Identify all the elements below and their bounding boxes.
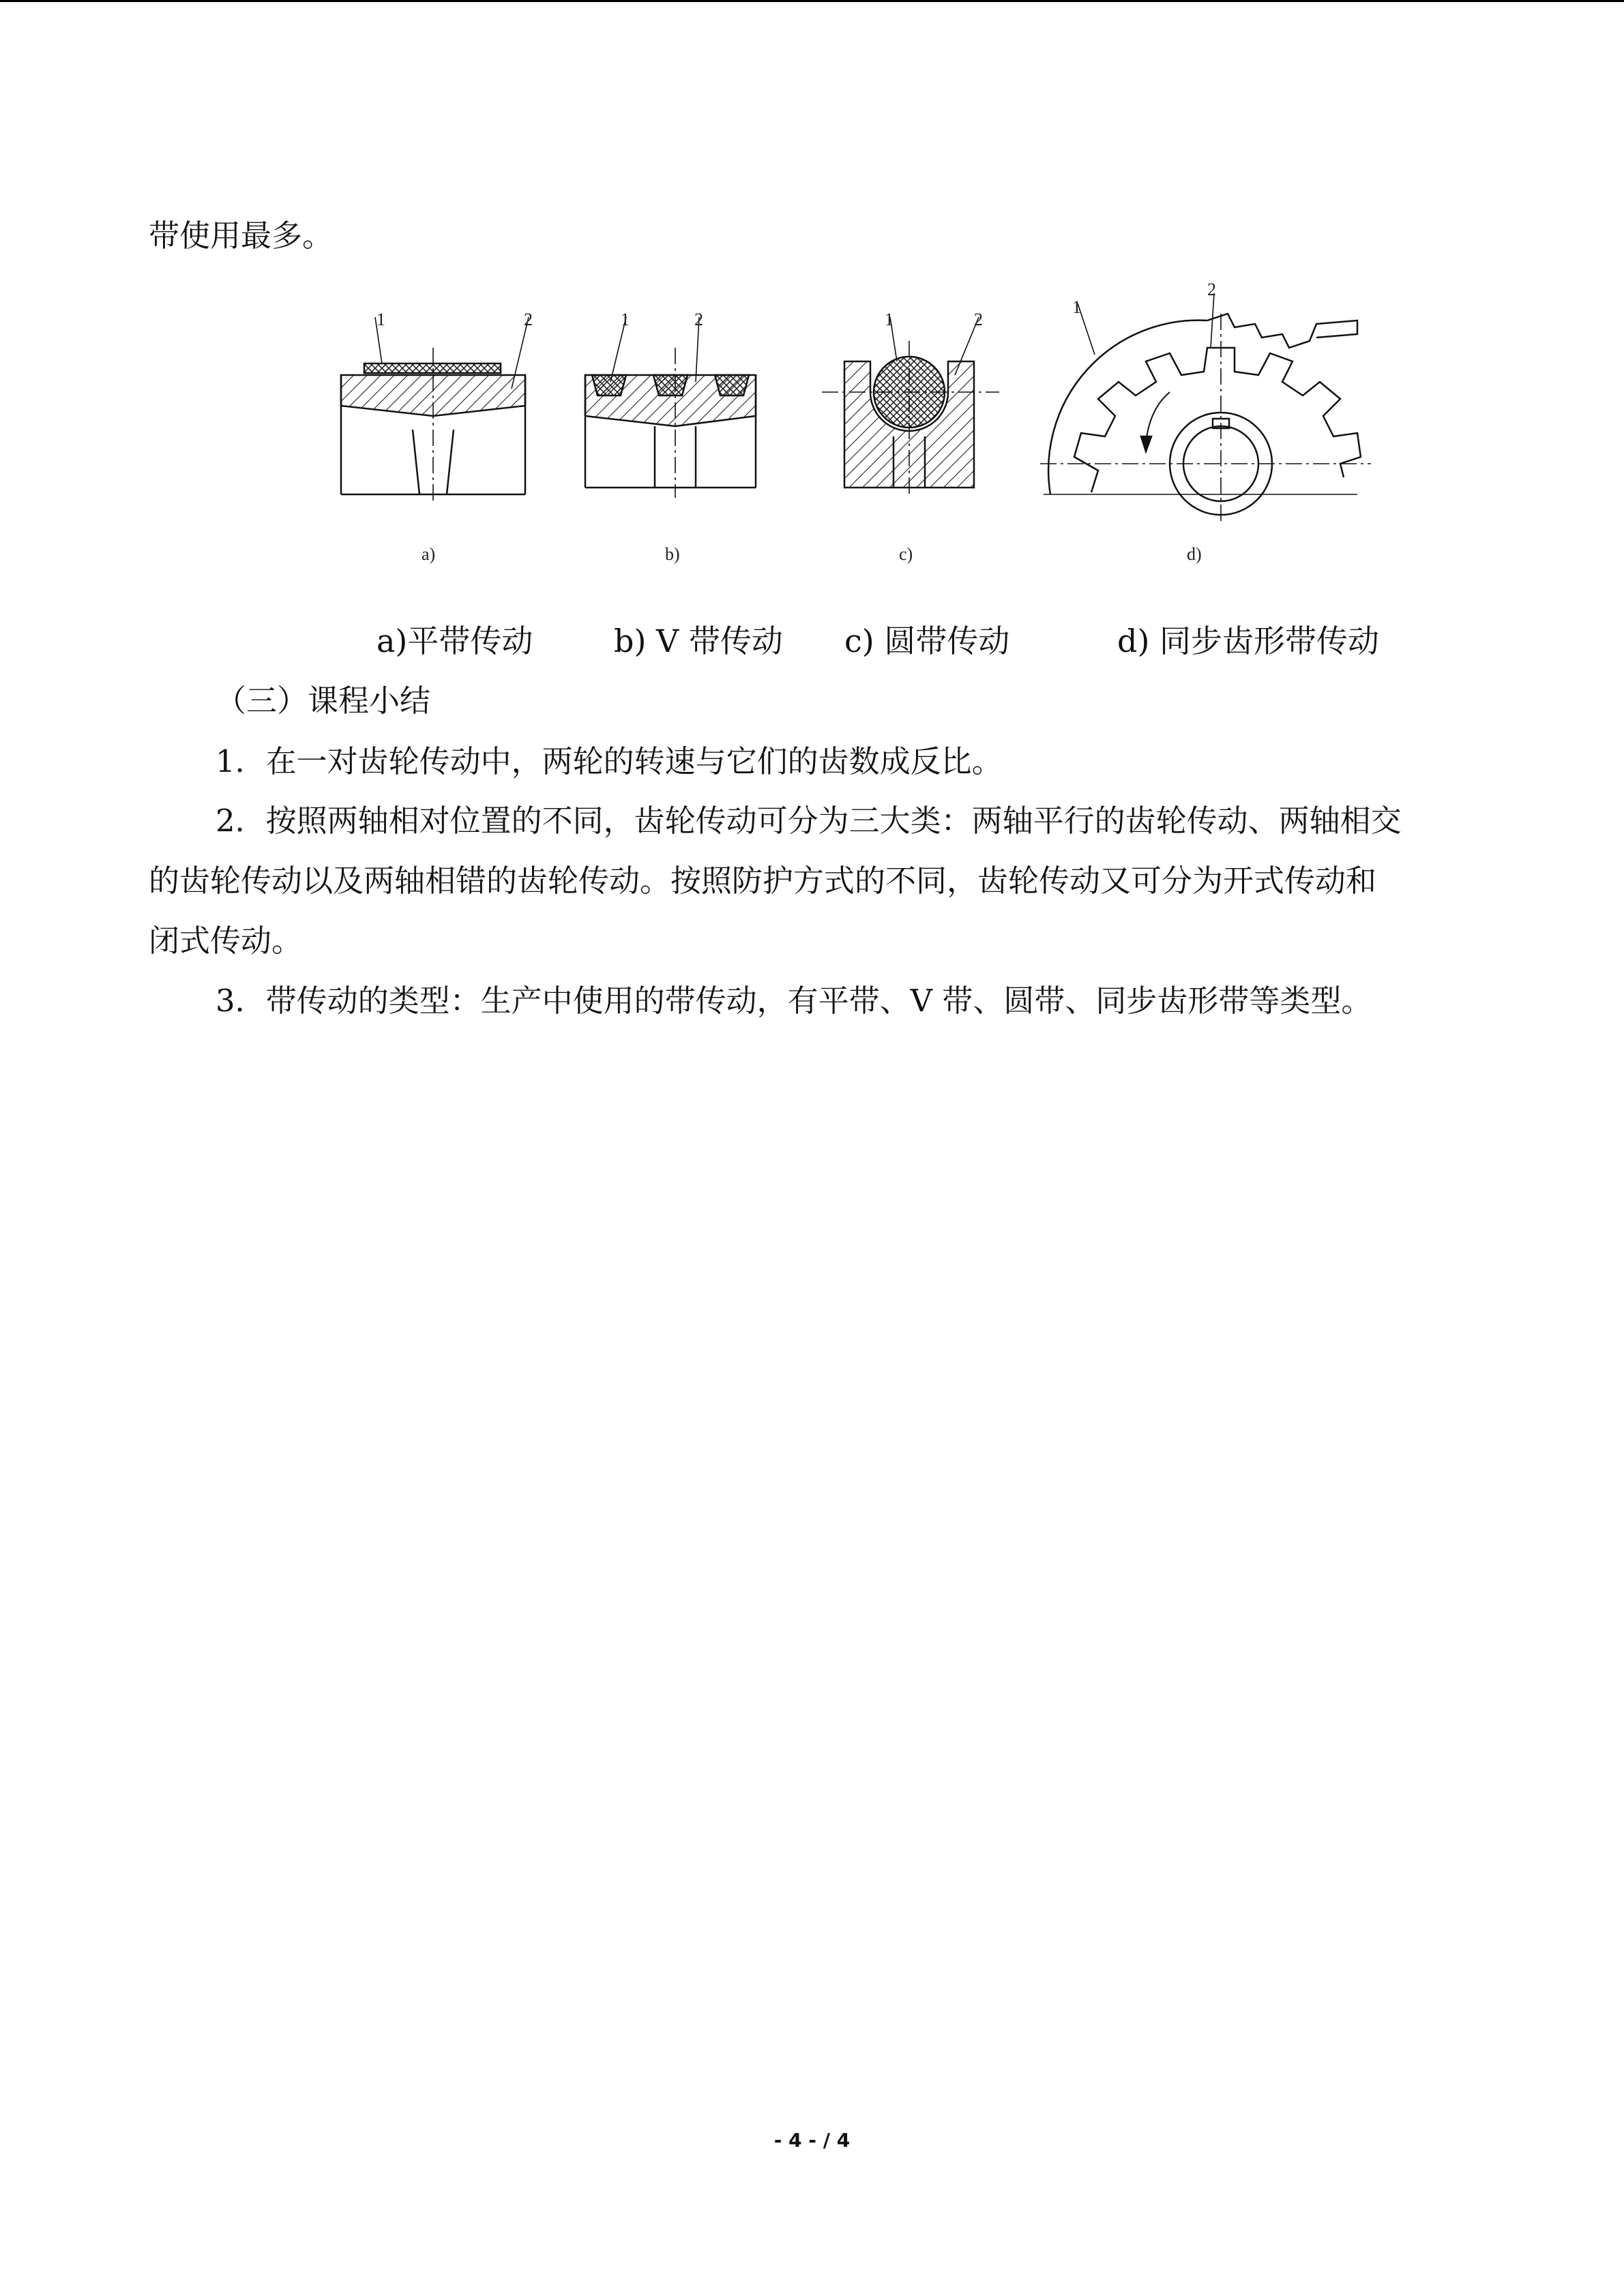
- caption-v-belt: b) V 带传动: [614, 623, 783, 659]
- belt-types-figure: [321, 273, 1385, 586]
- continuation-text: 带使用最多。: [149, 218, 334, 254]
- summary-item-2-line-3: 闭式传动。: [149, 923, 303, 959]
- belt-drawing: [321, 273, 1385, 586]
- caption-round-belt: c) 圆带传动: [844, 623, 1010, 659]
- part-number: 2: [694, 310, 703, 329]
- part-number: 1: [885, 310, 894, 329]
- summary-item-3: 3．带传动的类型：生产中使用的带传动，有平带、V 带、圆带、同步齿形带等类型。: [216, 983, 1372, 1019]
- flat-belt-pulley: [341, 317, 529, 505]
- page-number: - 4 - / 4: [773, 2129, 851, 2151]
- top-border: [0, 0, 1624, 2]
- caption-timing-belt: d) 同步齿形带传动: [1117, 623, 1380, 659]
- v-belt-pulley: [585, 317, 756, 498]
- panel-label-c: c): [899, 544, 913, 564]
- panel-label-a: a): [422, 544, 436, 564]
- part-number: 1: [621, 310, 630, 329]
- caption-flat-belt: a)平带传动: [377, 623, 533, 659]
- part-number: 1: [1072, 297, 1081, 317]
- round-belt-pulley: [822, 317, 999, 498]
- panel-label-d: d): [1187, 544, 1202, 564]
- part-number: 2: [974, 310, 983, 329]
- panel-label-b: b): [665, 544, 680, 564]
- section-heading: （三）课程小结: [216, 683, 431, 719]
- part-number: 2: [1207, 280, 1216, 299]
- summary-item-2-line-2: 的齿轮传动以及两轴相错的齿轮传动。按照防护方式的不同，齿轮传动又可分为开式传动和: [149, 863, 1377, 899]
- summary-item-2-line-1: 2．按照两轴相对位置的不同，齿轮传动可分为三大类：两轴平行的齿轮传动、两轴相交: [216, 803, 1402, 839]
- timing-belt-pulley: [1040, 293, 1371, 525]
- part-number: 2: [524, 310, 533, 329]
- part-number: 1: [377, 310, 385, 329]
- summary-item-1: 1．在一对齿轮传动中，两轮的转速与它们的齿数成反比。: [216, 743, 1003, 779]
